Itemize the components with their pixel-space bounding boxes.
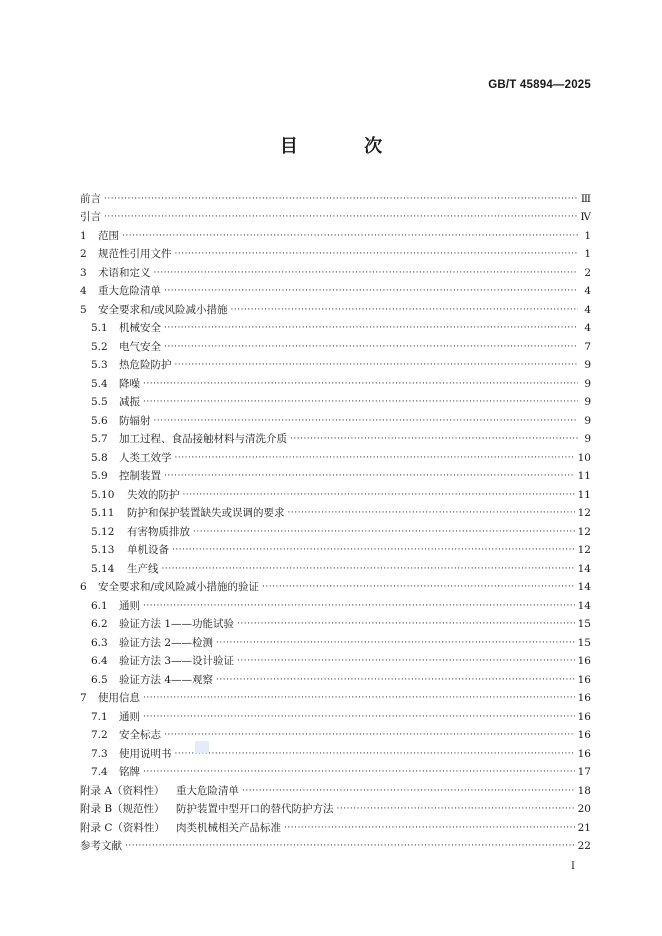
toc-leader-dots xyxy=(175,452,575,465)
toc-entry[interactable] xyxy=(80,243,591,262)
highlight-mark xyxy=(195,741,209,753)
toc-entry-page: 2 xyxy=(584,266,591,279)
toc-entry-number: 5.10 xyxy=(91,488,115,501)
toc-entry-title: 加工过程、食品接触材料与清洗介质 xyxy=(119,433,287,445)
toc-leader-dots xyxy=(237,618,575,631)
toc-entry-page: 15 xyxy=(577,636,591,649)
toc-entry-number: 2 xyxy=(80,248,87,260)
toc-entry[interactable] xyxy=(80,557,591,576)
toc-entry-title: 铭牌 xyxy=(119,766,140,778)
toc-entry[interactable] xyxy=(80,835,591,854)
toc-entry[interactable] xyxy=(80,742,591,761)
toc-entry-page: Ⅳ xyxy=(580,211,591,223)
toc-entry-number: 5.8 xyxy=(91,451,108,464)
toc-entry-number: 附录 C（资料性） xyxy=(80,821,165,834)
toc-entry[interactable] xyxy=(80,187,591,206)
toc-entry-page: 18 xyxy=(577,784,591,797)
toc-leader-dots xyxy=(143,711,575,724)
toc-entry[interactable] xyxy=(80,317,591,336)
toc-entry-page: 14 xyxy=(577,581,591,593)
toc-entry-number: 5.7 xyxy=(91,433,108,445)
toc-entry-title: 参考文献 xyxy=(80,840,122,852)
toc-entry-page: 14 xyxy=(577,599,591,612)
toc-entry-title: 有害物质排放 xyxy=(127,525,190,538)
toc-entry-title: 人类工效学 xyxy=(119,451,172,464)
toc-entry[interactable] xyxy=(80,502,591,521)
toc-entry-title: 规范性引用文件 xyxy=(98,248,172,260)
toc-entry[interactable] xyxy=(80,761,591,780)
toc-entry-number: 附录 A（资料性） xyxy=(80,784,165,797)
toc-leader-dots xyxy=(262,581,575,594)
toc-leader-dots xyxy=(193,526,575,539)
page-title: 目 次 xyxy=(279,136,413,157)
toc-leader-dots xyxy=(143,766,575,779)
toc-entry-number: 6.1 xyxy=(91,599,108,612)
toc-entry[interactable] xyxy=(80,705,591,724)
toc-entry-title: 单机设备 xyxy=(127,544,169,556)
footer-page-number: I xyxy=(571,861,575,872)
toc-entry-page: 9 xyxy=(584,414,591,427)
toc-entry-title: 安全要求和/或风险减小措施的验证 xyxy=(98,581,260,593)
toc-entry-title: 控制装置 xyxy=(119,470,161,482)
toc-entry-title: 验证方法 3——设计验证 xyxy=(119,655,235,667)
toc-entry-page: 4 xyxy=(584,303,591,316)
toc-leader-dots xyxy=(125,840,575,853)
toc-entry-page: 12 xyxy=(577,525,591,538)
toc-leader-dots xyxy=(104,193,578,206)
table-of-contents xyxy=(80,187,591,853)
toc-entry-number: 4 xyxy=(80,285,87,297)
toc-entry-title: 降噪 xyxy=(119,377,140,390)
toc-entry-page: 4 xyxy=(584,285,591,297)
toc-entry-number: 7.3 xyxy=(91,747,108,760)
toc-entry-title: 热危险防护 xyxy=(119,359,172,371)
toc-entry[interactable] xyxy=(80,668,591,687)
toc-entry-page: 22 xyxy=(577,840,591,852)
toc-entry[interactable] xyxy=(80,224,591,243)
toc-entry-title: 安全要求和/或风险减小措施 xyxy=(98,303,228,316)
toc-entry-page: 10 xyxy=(577,451,591,464)
toc-leader-dots xyxy=(175,359,579,372)
toc-entry-page: 16 xyxy=(577,692,591,704)
toc-entry-number: 5.11 xyxy=(91,507,115,519)
toc-leader-dots xyxy=(237,655,575,668)
toc-entry-number: 7.2 xyxy=(91,729,108,741)
toc-entry-number: 5.4 xyxy=(91,377,108,390)
toc-entry-number: 5.2 xyxy=(91,340,108,353)
toc-leader-dots xyxy=(164,470,575,483)
toc-entry[interactable] xyxy=(80,298,591,317)
toc-entry-number: 7.4 xyxy=(91,766,108,778)
toc-entry-page: 1 xyxy=(584,248,591,260)
toc-entry-page: 7 xyxy=(584,340,591,353)
toc-entry-title: 通则 xyxy=(119,710,140,723)
toc-entry-title: 减振 xyxy=(119,396,140,408)
toc-entry[interactable] xyxy=(80,816,591,835)
toc-entry-title: 验证方法 1——功能试验 xyxy=(119,618,235,630)
toc-entry[interactable] xyxy=(80,798,591,817)
toc-entry-page: 9 xyxy=(584,433,591,445)
toc-entry-page: 16 xyxy=(577,655,591,667)
toc-entry[interactable] xyxy=(80,724,591,743)
toc-entry[interactable] xyxy=(80,687,591,706)
toc-leader-dots xyxy=(175,248,579,261)
toc-leader-dots xyxy=(183,489,575,502)
toc-leader-dots xyxy=(216,674,575,687)
toc-leader-dots xyxy=(143,600,575,613)
toc-entry-page: Ⅲ xyxy=(580,192,591,205)
toc-entry[interactable] xyxy=(80,594,591,613)
toc-entry-page: 9 xyxy=(584,396,591,408)
toc-entry-number: 5.6 xyxy=(91,414,108,427)
standard-code: GB/T 45894—2025 xyxy=(488,79,591,91)
toc-entry-number: 5.9 xyxy=(91,470,108,482)
toc-leader-dots xyxy=(154,415,579,428)
toc-entry-number: 5.5 xyxy=(91,396,108,408)
toc-entry-number: 6.3 xyxy=(91,636,108,649)
toc-entry-title: 通则 xyxy=(119,599,140,612)
toc-entry-page: 20 xyxy=(577,803,591,815)
toc-entry-title: 前言 xyxy=(80,192,101,205)
toc-leader-dots xyxy=(122,230,578,243)
toc-entry-page: 14 xyxy=(577,562,591,575)
toc-entry-number: 5 xyxy=(80,303,87,316)
toc-entry[interactable] xyxy=(80,372,591,391)
toc-entry[interactable] xyxy=(80,631,591,650)
toc-leader-dots xyxy=(164,285,578,298)
toc-leader-dots xyxy=(216,637,575,650)
toc-entry-page: 4 xyxy=(584,322,591,334)
toc-entry-page: 21 xyxy=(577,821,591,834)
toc-entry-page: 17 xyxy=(577,766,591,778)
toc-entry[interactable] xyxy=(80,539,591,558)
toc-entry[interactable] xyxy=(80,520,591,539)
toc-entry-number: 7 xyxy=(80,692,87,704)
toc-entry[interactable] xyxy=(80,354,591,373)
toc-entry[interactable] xyxy=(80,409,591,428)
toc-entry-page: 12 xyxy=(577,544,591,556)
toc-leader-dots xyxy=(231,304,578,317)
toc-entry-number: 5.14 xyxy=(91,562,115,575)
toc-entry-page: 16 xyxy=(577,729,591,741)
toc-leader-dots xyxy=(337,803,575,816)
toc-entry-number: 5.1 xyxy=(91,322,108,334)
toc-entry-number: 5.3 xyxy=(91,359,108,371)
toc-entry-number: 3 xyxy=(80,266,87,279)
toc-entry-title: 验证方法 4——观察 xyxy=(119,673,214,686)
toc-entry-title: 使用信息 xyxy=(98,692,140,704)
toc-leader-dots xyxy=(143,692,575,705)
toc-entry-number: 7.1 xyxy=(91,710,108,723)
toc-entry-title: 防辐射 xyxy=(119,414,151,427)
toc-leader-dots xyxy=(172,544,575,557)
toc-entry-title: 机械安全 xyxy=(119,322,161,334)
toc-entry-number: 1 xyxy=(80,229,87,242)
toc-entry-number: 附录 B（规范性） xyxy=(80,803,165,815)
toc-entry-page: 9 xyxy=(584,359,591,371)
toc-leader-dots xyxy=(290,433,578,446)
toc-entry[interactable] xyxy=(80,428,591,447)
toc-leader-dots xyxy=(164,729,575,742)
toc-entry-page: 1 xyxy=(584,229,591,242)
toc-entry-page: 11 xyxy=(577,470,591,482)
toc-entry-number: 6.5 xyxy=(91,673,108,686)
toc-leader-dots xyxy=(242,785,575,798)
toc-entry-title: 术语和定义 xyxy=(98,266,151,279)
toc-entry[interactable] xyxy=(80,391,591,410)
toc-leader-dots xyxy=(154,267,579,280)
toc-entry-page: 16 xyxy=(577,710,591,723)
toc-entry-title: 防护和保护装置缺失或误调的要求 xyxy=(127,507,285,519)
toc-entry[interactable] xyxy=(80,465,591,484)
toc-entry-title: 生产线 xyxy=(127,562,159,575)
toc-leader-dots xyxy=(284,822,575,835)
toc-entry[interactable] xyxy=(80,613,591,632)
toc-leader-dots xyxy=(143,396,578,409)
toc-entry-title: 范围 xyxy=(98,229,119,242)
toc-leader-dots xyxy=(104,211,578,224)
toc-entry[interactable] xyxy=(80,779,591,798)
toc-leader-dots xyxy=(164,322,578,335)
toc-entry-title: 验证方法 2——检测 xyxy=(119,636,214,649)
toc-entry-title: 防护装置中型开口的替代防护方法 xyxy=(176,803,334,815)
toc-leader-dots xyxy=(164,341,578,354)
toc-entry-number: 5.12 xyxy=(91,525,115,538)
toc-entry[interactable] xyxy=(80,280,591,299)
toc-entry-number: 6.4 xyxy=(91,655,108,667)
toc-entry-title: 重大危险清单 xyxy=(98,285,161,297)
toc-entry[interactable] xyxy=(80,206,591,225)
toc-entry-number: 6 xyxy=(80,581,87,593)
toc-entry[interactable] xyxy=(80,576,591,595)
toc-entry[interactable] xyxy=(80,483,591,502)
toc-entry-page: 16 xyxy=(577,747,591,760)
toc-leader-dots xyxy=(288,507,575,520)
toc-entry-number: 5.13 xyxy=(91,544,115,556)
toc-entry-title: 引言 xyxy=(80,211,101,223)
toc-entry-page: 16 xyxy=(577,673,591,686)
toc-leader-dots xyxy=(162,563,575,576)
toc-entry-page: 15 xyxy=(577,618,591,630)
toc-entry[interactable] xyxy=(80,261,591,280)
toc-entry[interactable] xyxy=(80,335,591,354)
toc-entry-number: 6.2 xyxy=(91,618,108,630)
toc-entry-title: 失效的防护 xyxy=(127,488,180,501)
toc-entry-title: 重大危险清单 xyxy=(176,784,239,797)
toc-entry-title: 肉类机械相关产品标准 xyxy=(176,821,281,834)
toc-entry-page: 12 xyxy=(577,507,591,519)
toc-leader-dots xyxy=(175,748,575,761)
toc-entry-page: 11 xyxy=(577,488,591,501)
toc-entry[interactable] xyxy=(80,650,591,669)
toc-entry-title: 安全标志 xyxy=(119,729,161,741)
toc-entry-page: 9 xyxy=(584,377,591,390)
toc-entry-title: 使用说明书 xyxy=(119,747,172,760)
toc-entry[interactable] xyxy=(80,446,591,465)
toc-entry-title: 电气安全 xyxy=(119,340,161,353)
toc-leader-dots xyxy=(143,378,578,391)
